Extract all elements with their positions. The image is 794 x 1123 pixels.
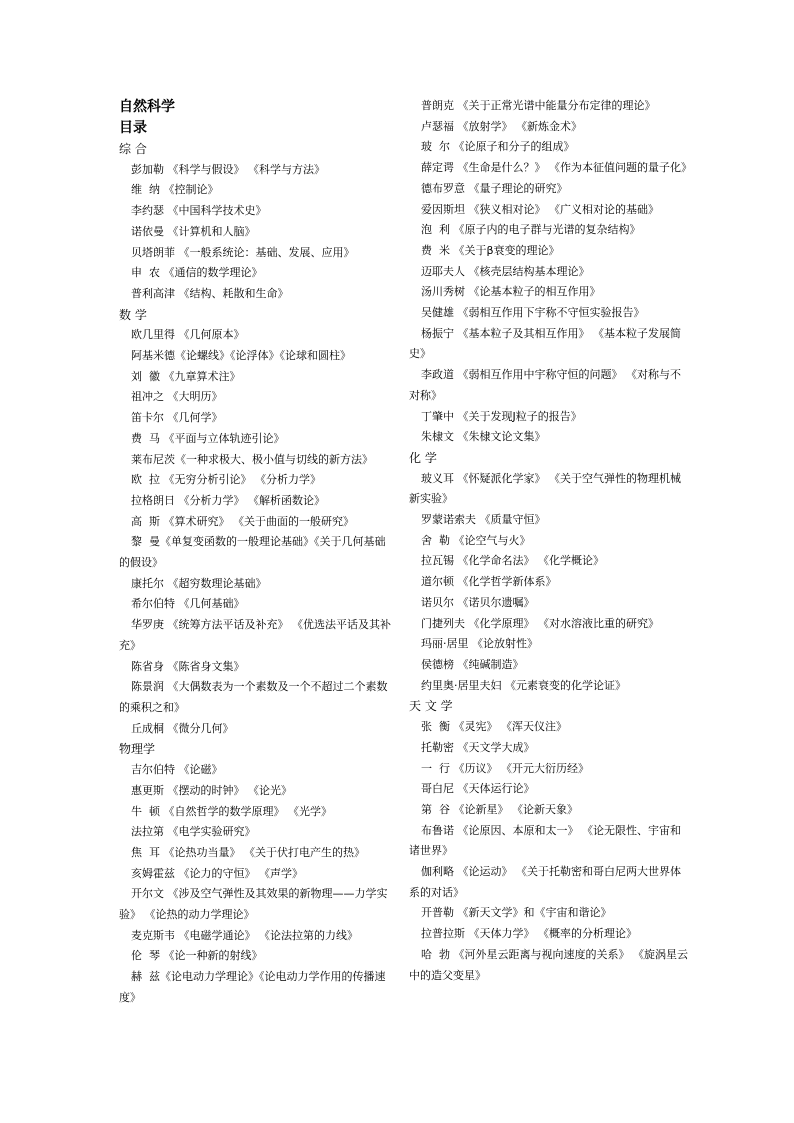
toc-entry: 华罗庚 《统筹方法平话及补充》 《优选法平话及其补充》	[119, 618, 391, 652]
toc-heading: 目录	[119, 120, 147, 136]
toc-entry: 张 衡 《灵宪》 《浑天仪注》	[421, 720, 567, 734]
toc-entry: 亥姆霍兹 《论力的守恒》 《声学》	[131, 866, 303, 880]
toc-entry: 笛卡尔 《几何学》	[131, 411, 223, 425]
toc-entry: 陈景润 《大偶数表为一个素数及一个不超过二个素数的乘积之和》	[119, 680, 388, 714]
category-heading: 化 学	[409, 450, 437, 465]
page-title: 自然科学	[119, 99, 175, 115]
toc-entry: 开普勒 《新天文学》和《宇宙和谐论》	[421, 906, 612, 920]
toc-entry: 丘成桐 《微分几何》	[131, 721, 234, 735]
toc-entry: 侯德榜 《纯碱制造》	[421, 657, 524, 671]
toc-entry: 开尔文 《涉及空气弹性及其效果的新物理——力学实验》 《论热的动力学理论》	[119, 887, 388, 922]
toc-entry: 薛定谔 《生命是什么？》 《作为本征值问题的量子化》	[421, 161, 692, 175]
toc-entry: 德布罗意 《量子理论的研究》	[421, 181, 568, 195]
toc-entry: 普利高津 《结构、耗散和生命》	[131, 286, 289, 300]
toc-entry: 维 纳 《控制论》	[131, 183, 219, 197]
right-entry-list	[409, 96, 692, 986]
toc-entry: 陈省身 《陈省身文集》	[131, 659, 245, 673]
toc-entry: 欧 拉 《无穷分析引论》 《分析力学》	[131, 473, 321, 487]
toc-entry: 拉普拉斯 《天体力学》 《概率的分析理论》	[421, 927, 637, 941]
toc-entry: 申 农 《通信的数学理论》	[131, 266, 263, 280]
toc-entry: 牛 顿 《自然哲学的数学原理》 《光学》	[131, 804, 332, 818]
toc-entry: 伦 琴 《论一种新的射线》	[131, 949, 263, 963]
category-heading: 物理学	[119, 742, 156, 757]
category-heading: 数 学	[119, 307, 147, 322]
toc-entry: 普朗克 《关于正常光谱中能量分布定律的理论》	[421, 99, 656, 112]
left-column	[119, 96, 393, 1009]
toc-entry: 玻义耳 《怀疑派化学家》 《关于空气弹性的物理机械新实验》	[409, 471, 681, 506]
category-heading: 天 文 学	[409, 699, 453, 714]
left-entry-list	[119, 139, 393, 1009]
category-heading: 综 合	[119, 142, 147, 156]
toc-entry: 李约瑟 《中国科学技术史》	[131, 204, 267, 218]
toc-entry: 朱棣文 《朱棣文论文集》	[421, 430, 546, 444]
toc-entry: 刘 徽 《九章算术注》	[131, 369, 241, 383]
toc-entry: 惠更斯 《摆动的时钟》 《论光》	[131, 783, 292, 797]
toc-entry: 高 斯 《算术研究》 《关于曲面的一般研究》	[131, 514, 354, 528]
toc-entry: 布鲁诺 《论原因、本原和太一》 《论无限性、宇宙和诸世界》	[409, 823, 681, 858]
toc-entry: 舍 勒 《论空气与火》	[421, 533, 531, 547]
toc-entry: 一 行 《历议》 《开元大衍历经》	[421, 761, 589, 775]
toc-entry: 约里奥·居里夫妇 《元素衰变的化学论证》	[421, 678, 626, 692]
toc-entry: 莱布尼茨《一种求极大、极小值与切线的新方法》	[131, 452, 373, 466]
toc-entry: 麦克斯韦 《电磁学通论》 《论法拉第的力线》	[131, 928, 358, 942]
toc-entry: 焦 耳 《论热功当量》 《关于伏打电产生的热》	[131, 845, 365, 859]
toc-entry: 哥白尼 《天体运行论》	[421, 782, 535, 796]
toc-entry: 汤川秀树 《论基本粒子的相互作用》	[421, 285, 601, 299]
toc-entry: 哈 勃 《河外星云距离与视向速度的关系》 《旋涡星云中的造父变星》	[409, 947, 688, 982]
toc-entry: 罗蒙诺索夫 《质量守恒》	[421, 513, 546, 527]
toc-entry: 欧几里得 《几何原本》	[131, 328, 245, 342]
toc-entry: 第 谷 《论新星》 《论新天象》	[421, 802, 578, 816]
toc-entry: 门捷列夫 《化学原理》 《对水溶液比重的研究》	[421, 616, 659, 630]
toc-entry: 吴健雄 《弱相互作用下宇称不守恒实验报告》	[421, 306, 645, 320]
toc-entry: 费 米 《关于β衰变的理论》	[421, 243, 560, 257]
toc-entry: 托勒密 《天文学大成》	[421, 740, 535, 754]
toc-entry: 法拉第 《电学实验研究》	[131, 825, 256, 839]
toc-entry: 彭加勒 《科学与假设》 《科学与方法》	[131, 162, 325, 176]
toc-entry: 拉瓦锡 《化学命名法》 《化学概论》	[421, 554, 604, 568]
toc-entry: 泡 利 《原子内的电子群与光谱的复杂结构》	[421, 223, 641, 237]
toc-entry: 费 马 《平面与立体轨迹引论》	[131, 431, 285, 445]
toc-entry: 诺依曼 《计算机和人脑》	[131, 224, 256, 238]
toc-entry: 玻 尔 《论原子和分子的组成》	[421, 140, 575, 154]
toc-entry: 黎 曼《单复变函数的一般理论基础》《关于几何基础的假设》	[119, 535, 386, 570]
toc-entry: 伽利略 《论运动》 《关于托勒密和哥白尼两大世界体系的对话》	[409, 865, 681, 899]
toc-entry: 康托尔 《超穷数理论基础》	[131, 576, 267, 590]
toc-entry: 李政道 《弱相互作用中宇称守恒的问题》 《对称与不对称》	[409, 368, 681, 402]
toc-entry: 玛丽·居里 《论放射性》	[421, 637, 538, 651]
toc-entry: 吉尔伯特 《论磁》	[131, 763, 223, 777]
right-column	[409, 96, 692, 986]
toc-entry: 希尔伯特 《几何基础》	[131, 597, 245, 611]
toc-entry: 贝塔朗菲 《一般系统论：基础、发展、应用》	[131, 245, 355, 259]
toc-entry: 杨振宁 《基本粒子及其相互作用》 《基本粒子发展简史》	[409, 326, 681, 361]
toc-entry: 诺贝尔 《诺贝尔遗嘱》	[421, 595, 535, 609]
toc-entry: 迈耶夫人 《核壳层结构基本理论》	[421, 264, 590, 278]
toc-entry: 丁肇中 《关于发现J粒子的报告》	[421, 409, 582, 423]
toc-entry: 卢瑟福 《放射学》 《新炼金术》	[421, 119, 582, 133]
toc-entry: 道尔顿 《化学哲学新体系》	[421, 575, 557, 589]
toc-entry: 爱因斯坦 《狭义相对论》 《广义相对论的基础》	[421, 202, 659, 216]
toc-entry: 拉格朗日 《分析力学》 《解析函数论》	[131, 493, 325, 507]
toc-entry: 祖冲之 《大明历》	[131, 390, 223, 404]
toc-entry: 阿基米德《论螺线》《论浮体》《论球和圆柱》	[131, 349, 351, 363]
toc-entry: 赫 兹《论电动力学理论》《论电动力学作用的传播速度》	[119, 970, 386, 1004]
